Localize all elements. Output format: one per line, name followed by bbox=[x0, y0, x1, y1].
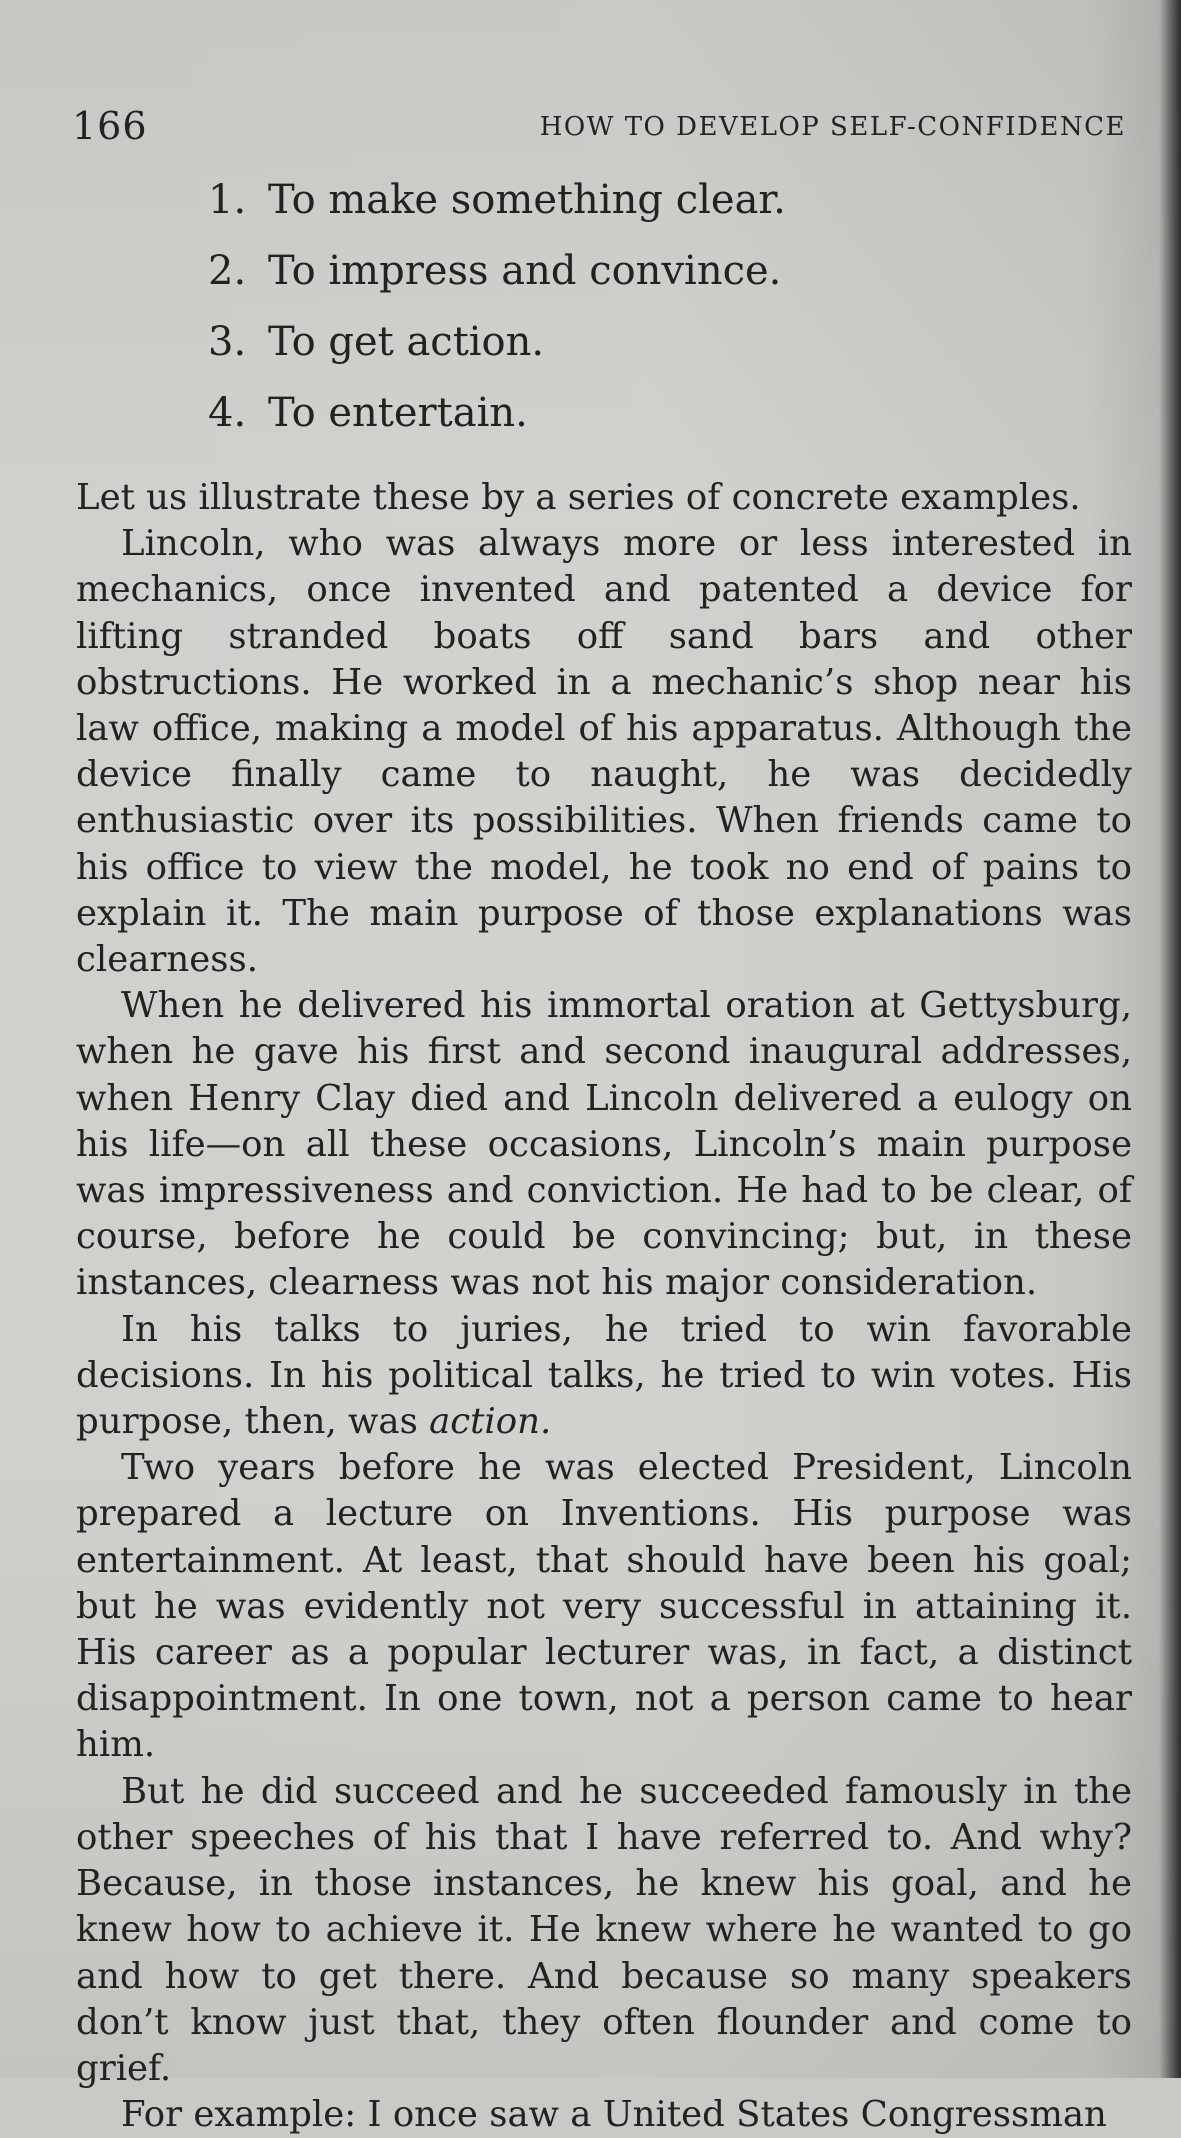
page-header bbox=[72, 100, 1126, 160]
running-head: HOW TO DEVELOP SELF-CONFIDENCE bbox=[539, 112, 1126, 142]
purpose-list bbox=[208, 165, 786, 449]
list-item-number: 3. bbox=[208, 319, 247, 365]
emphasis-action: action. bbox=[429, 1401, 552, 1443]
paragraph-juries-text: In his talks to juries, he tried to win favorable decisions. In his political talks, he tried to win votes. His purpose, then, was bbox=[76, 1308, 1132, 1443]
paragraph-success: But he did succeed and he succeeded famously in the other speeches of his that I have referred to. And why? Because, in those instances, he knew his goal, and he knew how to achieve it. He knew where he wanted to go and how to get there. And because so many speakers don’t know just that, they often flounder and come to grief. bbox=[76, 1770, 1132, 2089]
paragraph-gettysburg: When he delivered his immortal oration at Gettysburg, when he gave his first and second inaugural addresses, when Henry Clay died and Lincoln delivered a eulogy on his life—on all these occasions, Lincoln’s main purpose was impressiveness and conviction. He had to be clear, of course, before he could be convincing; but, in these instances, clearness was not his major consideration. bbox=[76, 985, 1132, 1304]
body-text bbox=[76, 475, 1132, 2138]
spine-shadow bbox=[1159, 0, 1181, 2078]
list-item-text: To get action. bbox=[268, 319, 545, 365]
list-item bbox=[208, 378, 786, 449]
paragraph-juries bbox=[76, 1307, 1132, 1446]
list-item bbox=[208, 165, 786, 236]
paragraph-lecture: Two years before he was elected President, Lincoln prepared a lecture on Inventions. His purpose was entertainment. At least, that should have been his goal; but he was evidently not very successful in attaining it. His career as a popular lecturer was, in fact, a distinct disappointment. In one town, not a person came to hear him. bbox=[76, 1447, 1132, 1766]
list-item bbox=[208, 236, 786, 307]
paragraph-lincoln-invention: Lincoln, who was always more or less interested in mechanics, once invented and patented a device for lifting stranded boats off sand bars and other obstructions. He worked in a mechanic’s shop near his law office, making a model of his apparatus. Although the device finally came to naught, he was decidedly enthusiastic over its possibilities. When friends came to his office to view the model, he took no end of pains to explain it. The main purpose of those explanations was clearness. bbox=[76, 523, 1132, 981]
list-item-text: To make something clear. bbox=[268, 177, 786, 223]
list-item-number: 1. bbox=[208, 177, 247, 223]
paragraph-example: For example: I once saw a United States Congressman bbox=[121, 2094, 1107, 2136]
list-item-number: 4. bbox=[208, 390, 247, 436]
list-item-number: 2. bbox=[208, 248, 247, 294]
paragraph-intro: Let us illustrate these by a series of concrete examples. bbox=[76, 477, 1081, 518]
list-item-text: To entertain. bbox=[268, 390, 528, 436]
page-number: 166 bbox=[72, 104, 148, 148]
list-item bbox=[208, 307, 786, 378]
list-item-text: To impress and convince. bbox=[268, 248, 782, 294]
